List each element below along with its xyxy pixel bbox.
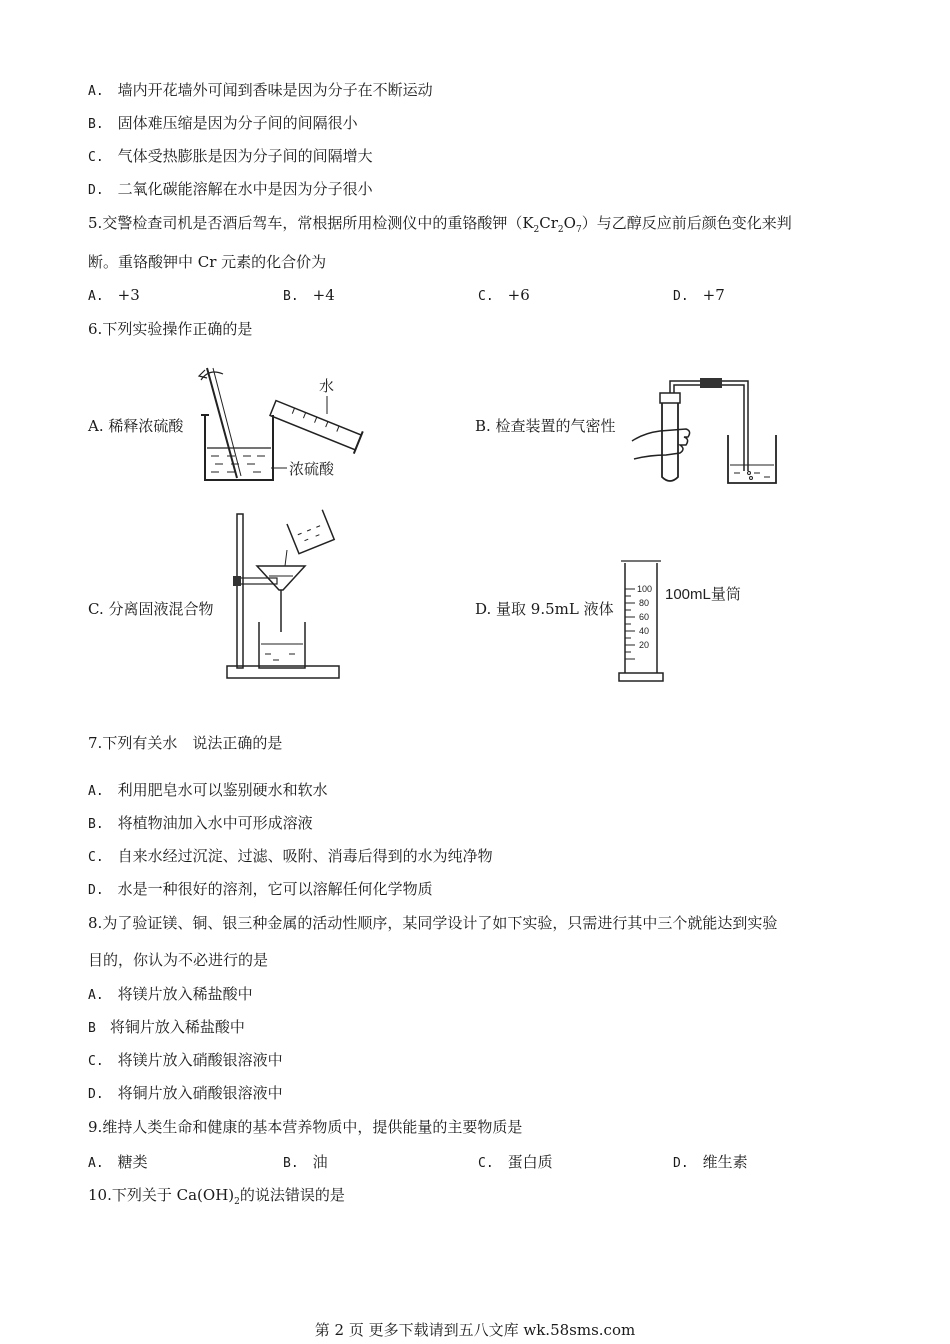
q4-option-b: B. 固体难压缩是因为分子间的间隔很小 xyxy=(88,114,358,132)
q6-b-caption: B. 检查装置的气密性 xyxy=(475,417,616,435)
q9-option-c: C. 蛋白质 xyxy=(478,1153,553,1171)
q5-option-a: A. +3 xyxy=(88,286,140,304)
q6-a-label-water: 水 xyxy=(319,378,335,395)
q6-d-tick-100: 100 xyxy=(637,584,653,594)
q5-option-b: B. +4 xyxy=(283,286,335,304)
q6-b-figure xyxy=(630,375,780,487)
q6-d-label: 100mL量筒 xyxy=(665,586,741,603)
q7-option-a: A. 利用肥皂水可以鉴别硬水和软水 xyxy=(88,781,328,799)
q8-option-a: A. 将镁片放入稀盐酸中 xyxy=(88,985,253,1003)
q5-option-c: C. +6 xyxy=(478,286,530,304)
q6-a-label-acid: 浓硫酸 xyxy=(289,461,335,478)
q5-stem-line2: 断。重铬酸钾中 Cr 元素的化合价为 xyxy=(88,253,327,271)
q5-options xyxy=(88,285,868,307)
q5-option-d: D. +7 xyxy=(673,286,725,304)
q8-stem-line2: 目的，你认为不必进行的是 xyxy=(88,951,269,969)
q9-stem: 9.维持人类生命和健康的基本营养物质中，提供能量的主要物质是 xyxy=(88,1118,523,1136)
q7-option-c: C. 自来水经过沉淀、过滤、吸附、消毒后得到的水为纯净物 xyxy=(88,847,493,865)
q6-d-tick-80: 80 xyxy=(639,598,650,608)
q6-c-figure xyxy=(225,510,345,682)
q8-option-d: D. 将铜片放入硝酸银溶液中 xyxy=(88,1084,283,1102)
q6-d-caption: D. 量取 9.5mL 液体 xyxy=(475,600,614,618)
q6-d-tick-60: 60 xyxy=(639,612,650,622)
page-footer: 第 2 页 更多下载请到五八文库 wk.58sms.com xyxy=(314,1321,636,1339)
q6-d-tick-40: 40 xyxy=(639,626,650,636)
q9-option-b: B. 油 xyxy=(283,1153,328,1171)
q7-option-b: B. 将植物油加入水中可形成溶液 xyxy=(88,814,313,832)
q4-option-a: A. 墙内开花墙外可闻到香味是因为分子在不断运动 xyxy=(88,81,433,99)
q9-option-d: D. 维生素 xyxy=(673,1153,748,1171)
q6-d-figure xyxy=(615,555,785,685)
q9-option-a: A. 糖类 xyxy=(88,1153,148,1171)
q6-a-caption: A. 稀释浓硫酸 xyxy=(88,417,184,435)
q6-c-caption: C. 分离固液混合物 xyxy=(88,600,214,618)
q8-option-c: C. 将镁片放入硝酸银溶液中 xyxy=(88,1051,283,1069)
q7-stem: 7.下列有关水 说法正确的是 xyxy=(88,734,283,752)
q4-option-c: C. 气体受热膨胀是因为分子间的间隔增大 xyxy=(88,147,373,165)
q4-option-d: D. 二氧化碳能溶解在水中是因为分子很小 xyxy=(88,180,373,198)
q5-stem-line1: 5.交警检查司机是否酒后驾车，常根据所用检测仪中的重铬酸钾$(K_2Cr_2O_7)$与乙醇反应前后颜色变化来判 xyxy=(88,214,792,235)
q8-stem-line1: 8.为了验证镁、铜、银三种金属的活动性顺序，某同学设计了如下实验，只需进行其中三个就能达到实验 xyxy=(88,914,778,932)
q10-stem: 10.下列关于 $Ca(OH)_2$的说法错误的是 xyxy=(88,1186,345,1207)
q6-d-tick-20: 20 xyxy=(639,640,650,650)
q6-a-figure xyxy=(195,360,385,490)
q7-option-d: D. 水是一种很好的溶剂，它可以溶解任何化学物质 xyxy=(88,880,433,898)
q9-options xyxy=(88,1152,868,1174)
q6-stem: 6.下列实验操作正确的是 xyxy=(88,320,253,338)
q8-option-b: B 将铜片放入稀盐酸中 xyxy=(88,1018,245,1036)
